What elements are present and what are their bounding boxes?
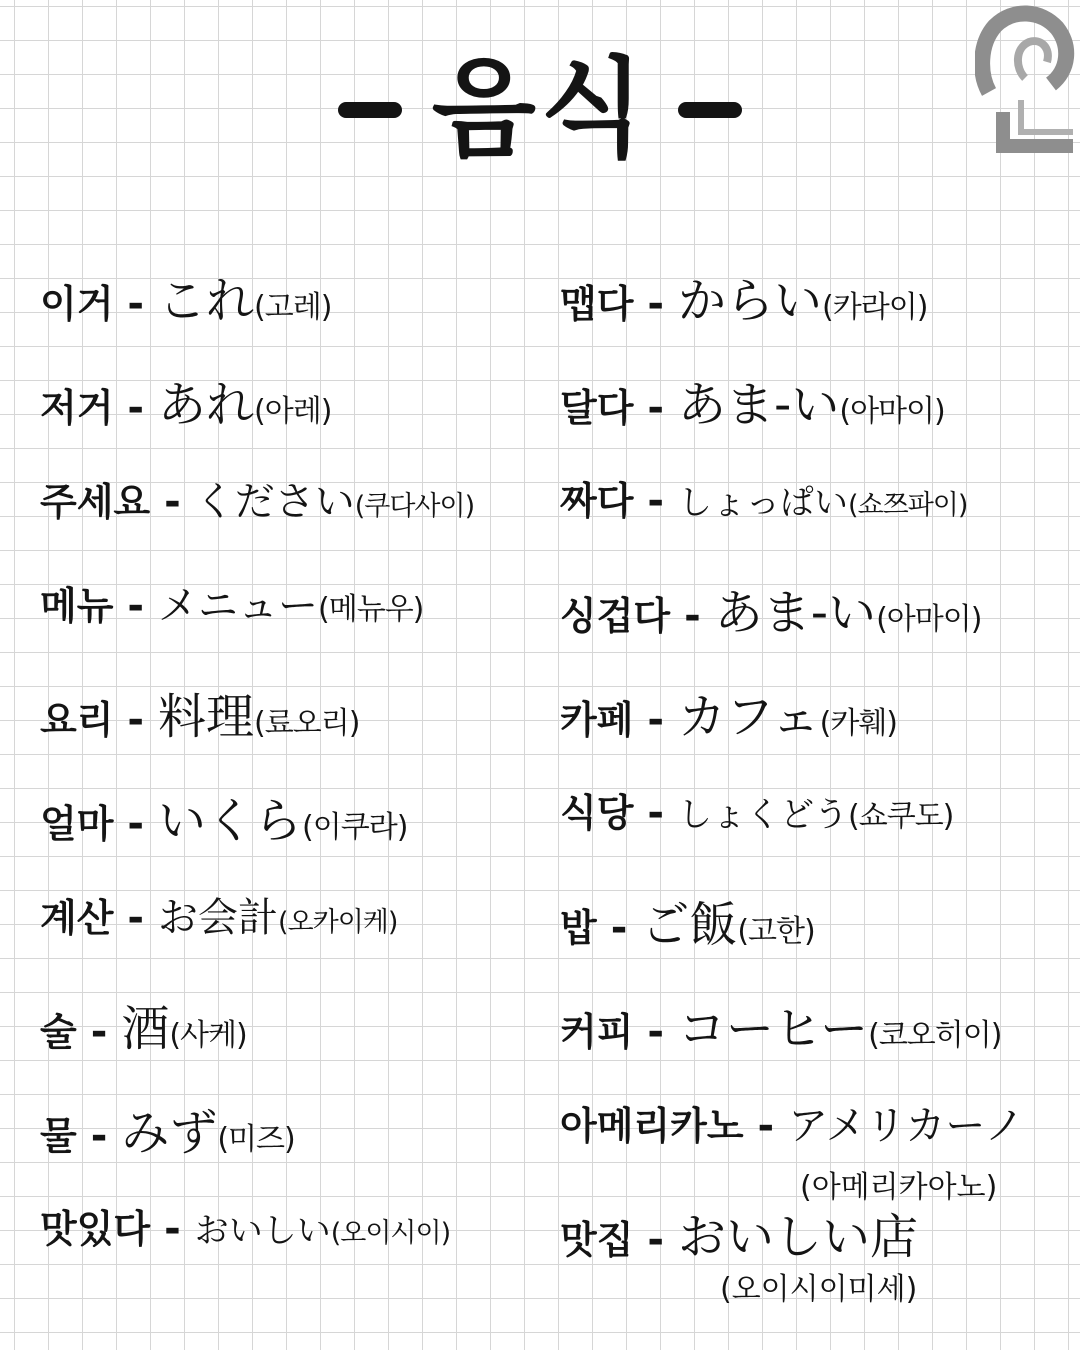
pronunciation: (아레) bbox=[254, 394, 332, 429]
japanese-word: お会計 bbox=[158, 895, 279, 941]
korean-word: 싱겁다 bbox=[560, 594, 671, 638]
japanese-word: メニュー bbox=[158, 583, 319, 629]
separator: - bbox=[647, 281, 665, 327]
vocab-entry bbox=[560, 366, 945, 435]
vocab-entry bbox=[560, 678, 897, 747]
vocab-entry bbox=[40, 574, 423, 631]
separator: - bbox=[647, 697, 665, 743]
pronunciation: (코오히이) bbox=[868, 1018, 1002, 1053]
japanese-word: しょっぱい bbox=[678, 483, 849, 523]
japanese-word: おいしい bbox=[194, 1211, 331, 1251]
vocab-entry bbox=[40, 678, 359, 747]
korean-word: 요리 bbox=[40, 698, 114, 742]
japanese-word: ください bbox=[194, 479, 355, 525]
vocab-entry bbox=[40, 470, 474, 527]
korean-word: 계산 bbox=[40, 896, 114, 940]
vocab-entry bbox=[560, 782, 953, 837]
pronunciation: (카라이) bbox=[822, 290, 928, 325]
separator: - bbox=[610, 905, 628, 951]
japanese-word: 料理 bbox=[158, 689, 255, 745]
vocab-entry bbox=[40, 782, 407, 851]
pronunciation: (메뉴우) bbox=[318, 592, 424, 627]
japanese-word: みず bbox=[121, 1105, 218, 1161]
japanese-word: あま-い bbox=[678, 377, 840, 433]
separator: - bbox=[90, 1009, 108, 1055]
pronunciation: (오이시이미세) bbox=[720, 1272, 918, 1307]
title-left-dash bbox=[338, 102, 402, 118]
korean-word: 메뉴 bbox=[40, 584, 114, 628]
japanese-word: いくら bbox=[158, 793, 303, 849]
korean-word: 얼마 bbox=[40, 802, 114, 846]
vocab-entry bbox=[560, 990, 1001, 1059]
korean-word: 술 bbox=[40, 1010, 77, 1054]
separator: - bbox=[684, 593, 701, 639]
pronunciation: (사케) bbox=[169, 1018, 247, 1053]
japanese-word: 酒 bbox=[121, 1001, 170, 1057]
pronunciation: (아메리카아노) bbox=[800, 1170, 998, 1205]
vocab-entry bbox=[40, 886, 397, 943]
separator: - bbox=[647, 1217, 665, 1263]
separator: - bbox=[647, 790, 665, 836]
japanese-word: コーヒー bbox=[678, 1001, 869, 1057]
korean-word: 맵다 bbox=[560, 282, 634, 326]
korean-word: 짜다 bbox=[560, 479, 634, 523]
separator: - bbox=[757, 1103, 775, 1149]
korean-word: 식당 bbox=[560, 791, 634, 835]
japanese-word: しょくどう bbox=[678, 795, 849, 835]
japanese-word: カフェ bbox=[678, 689, 820, 745]
japanese-word: アメリカーノ bbox=[788, 1103, 1025, 1149]
japanese-word: あれ bbox=[158, 377, 255, 433]
separator: - bbox=[127, 895, 145, 941]
vocab-entry bbox=[560, 1198, 918, 1267]
japanese-word: あま-い bbox=[714, 585, 877, 641]
pronunciation: (고레) bbox=[254, 290, 332, 325]
page-title bbox=[0, 30, 1080, 190]
korean-word: 물 bbox=[40, 1114, 77, 1158]
korean-word: 아메리카노 bbox=[560, 1104, 744, 1148]
separator: - bbox=[164, 479, 181, 525]
separator: - bbox=[127, 281, 145, 327]
pronunciation: (료오리) bbox=[254, 706, 360, 741]
title-right-dash bbox=[678, 102, 742, 118]
vocab-entry bbox=[40, 262, 331, 331]
vocab-entry bbox=[560, 470, 967, 525]
pronunciation: (고한) bbox=[737, 914, 815, 949]
korean-word: 달다 bbox=[560, 386, 634, 430]
japanese-word: からい bbox=[678, 273, 823, 329]
vocab-entry bbox=[40, 1094, 295, 1163]
separator: - bbox=[127, 801, 145, 847]
separator: - bbox=[647, 478, 665, 524]
korean-word: 맛있다 bbox=[40, 1207, 151, 1251]
pronunciation: (아마이) bbox=[839, 394, 945, 429]
pronunciation: (카훼) bbox=[819, 706, 898, 741]
logo-mark-icon bbox=[975, 4, 1075, 154]
separator: - bbox=[647, 385, 665, 431]
pronunciation: (미즈) bbox=[217, 1122, 295, 1157]
vocab-entry bbox=[40, 366, 331, 435]
title-text: 음식 bbox=[431, 47, 649, 172]
vocab-entry bbox=[40, 990, 247, 1059]
pronunciation: (오이시이) bbox=[330, 1218, 451, 1249]
pronunciation: (이쿠라) bbox=[302, 810, 408, 845]
separator: - bbox=[127, 583, 145, 629]
japanese-word: おいしい店 bbox=[678, 1209, 919, 1265]
separator: - bbox=[127, 385, 145, 431]
korean-word: 밥 bbox=[560, 906, 597, 950]
korean-word: 이거 bbox=[40, 282, 114, 326]
vocab-entry bbox=[560, 1094, 1025, 1151]
vocab-entry bbox=[560, 262, 927, 331]
japanese-word: これ bbox=[158, 273, 255, 329]
pronunciation: (쇼쯔파이) bbox=[848, 490, 968, 521]
vocab-entry bbox=[560, 574, 981, 643]
korean-word: 맛집 bbox=[560, 1218, 634, 1262]
separator: - bbox=[90, 1113, 108, 1159]
separator: - bbox=[647, 1009, 665, 1055]
vocab-entry bbox=[40, 1198, 450, 1253]
korean-word: 커피 bbox=[560, 1010, 634, 1054]
korean-word: 저거 bbox=[40, 386, 114, 430]
pronunciation: (쿠다사이) bbox=[354, 491, 475, 522]
korean-word: 카페 bbox=[560, 698, 634, 742]
separator: - bbox=[127, 697, 145, 743]
pronunciation: (오카이케) bbox=[278, 907, 398, 938]
korean-word: 주세요 bbox=[40, 480, 151, 524]
japanese-word: ご飯 bbox=[641, 897, 738, 953]
separator: - bbox=[164, 1206, 181, 1252]
vocab-entry bbox=[560, 886, 815, 955]
pronunciation: (아마이) bbox=[876, 602, 982, 637]
pronunciation: (쇼쿠도) bbox=[848, 799, 954, 834]
